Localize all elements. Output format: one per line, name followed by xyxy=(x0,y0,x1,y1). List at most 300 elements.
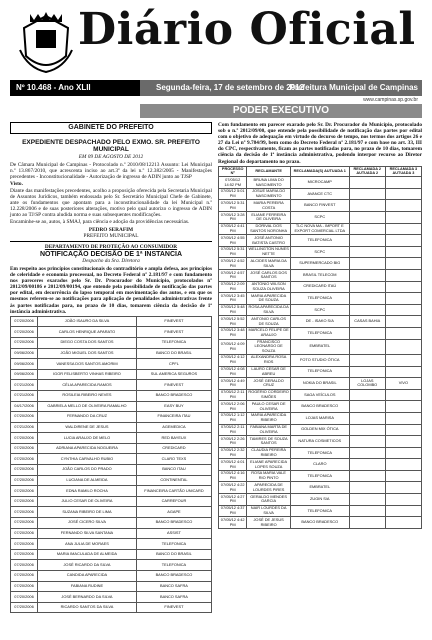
table-cell xyxy=(349,447,385,459)
table-cell: EDNA RAMILO ROCHA xyxy=(38,486,137,497)
table-row xyxy=(11,454,212,465)
right-intro: Com fundamento em parecer exarado pelo Sr. Dr. Procurador do Município, protocolado sob o n.º 2012/09/00, que entende pela possibilidade de notificação das partes por edital com o objetivo de adequação em virtude do decurso de tempo, nos termos dos artigos 26 e 27 da Lei nº 9.784/99, bem como do Decreto Federal nº 2.181/97 e com base no art. 33, III do CPC, respectivamente, ficam as partes notificadas para, no prazo de 10 dias, tomarem ciência da decisão de 1ª instância administrativa, podendo interpor recurso ao Diretor Regional do departamento no prazo. xyxy=(218,122,422,165)
table-row xyxy=(219,304,422,316)
table-cell xyxy=(385,327,421,339)
table-cell: FERNANDO SILVA SANTANA xyxy=(38,528,137,539)
cabinet-heading: GABINETE DO PREFEITO xyxy=(10,122,212,134)
table-cell xyxy=(349,270,385,282)
table-cell xyxy=(385,200,421,212)
table-cell: GOLDEN MIX ÓTICA xyxy=(290,424,349,436)
table-cell xyxy=(349,212,385,224)
decision-text: Diante das manifestações precedentes, acolho a proposição oferecida pela Secretaria Municipal de Assuntos Jurídicos, também endossada pelo Sr. Secretário Municipal Chefe de Gabinete, ante os fundamentos que apontam para a inconstitucionalidade da lei Municipal n.º 12.228/2006 e de suas posteriores alterações, motivo pelo qual autorizo o ingresso de ADIN junto ao TJ/SP contra aludida norma e suas subsequentes modificações. xyxy=(10,187,212,219)
table-cell: 07/20/2006 xyxy=(11,528,38,539)
table-cell: RICARDO SANTOS DA SILVA xyxy=(38,602,137,613)
table-cell: BANCO BRADESCO xyxy=(136,390,211,401)
table-cell xyxy=(385,482,421,494)
table-row xyxy=(219,412,422,424)
table-cell: 07/05/12 4:08 PM xyxy=(219,366,247,378)
table-cell: 07/05/12 2:09 PM xyxy=(219,281,247,293)
table-cell: DE - ISAKO S/A xyxy=(290,316,349,328)
table-cell xyxy=(349,470,385,482)
table-cell: SUL AMERICA SEGUROS xyxy=(136,369,211,380)
table-cell: MARIA PEREIRA COSTA xyxy=(247,200,290,212)
table-cell: FRANCISCO LEONARDO DE SOUZA xyxy=(247,339,290,354)
table-row xyxy=(219,327,422,339)
table-cell: MARIA APARECIDA RIBEIRO xyxy=(247,412,290,424)
table-cell xyxy=(349,258,385,270)
department-title: DEPARTAMENTO DE PROTEÇÃO AO CONSUMIDOR xyxy=(44,243,178,250)
table-cell: TELEFONICA xyxy=(290,366,349,378)
table-cell: TELEFONICA xyxy=(290,505,349,517)
table-cell: TELEFONICA xyxy=(290,447,349,459)
table-cell: VIVO xyxy=(385,378,421,390)
table-cell: 07/05/12 3:45 PM xyxy=(219,293,247,305)
signer-name: PEDRO SERAFIM xyxy=(88,226,134,233)
table-cell: ALEXANDRA ROSA RIOS xyxy=(247,354,290,366)
table-cell xyxy=(385,304,421,316)
publisher-name: Prefeitura Municipal de Campinas xyxy=(289,83,418,92)
table-cell: FINEVEST xyxy=(136,380,211,391)
table-cell: AGAPE xyxy=(136,507,211,518)
table-cell xyxy=(349,424,385,436)
table-cell: 07/20/2006 xyxy=(11,316,38,327)
table-cell: CLARO TEXS xyxy=(136,454,211,465)
table-cell: 04/17/2006 xyxy=(11,401,38,412)
table-cell xyxy=(349,293,385,305)
table-cell: APARECIDA DE LOURDES PIRES xyxy=(247,482,290,494)
table-cell: TLC NOVA MA - IMPORT E EXPORT COMERCIAL LTDA xyxy=(290,223,349,235)
table-cell: FABIANA MARTA DE OLIVEIRA xyxy=(247,424,290,436)
table-cell: JOSÉ CICERO SILVA xyxy=(38,518,137,529)
table-cell xyxy=(385,281,421,293)
table-cell: CASAS BAHIA xyxy=(349,316,385,328)
table-cell: 07/05/12 4:57 PM xyxy=(219,270,247,282)
table-row xyxy=(11,337,212,348)
table-cell xyxy=(385,505,421,517)
table-cell: 07/05/12 4:22 PM xyxy=(219,482,247,494)
table-row xyxy=(219,354,422,366)
table-row xyxy=(219,366,422,378)
table-row xyxy=(11,348,212,359)
table-row xyxy=(219,339,422,354)
table-cell: 07/05/12 4:41 PM xyxy=(219,223,247,235)
table-cell: BANCO BRADESCO xyxy=(290,401,349,413)
table-row xyxy=(219,482,422,494)
table-cell: 07/20/2006 xyxy=(11,475,38,486)
table-cell: 07/20/2006 xyxy=(11,571,38,582)
table-row xyxy=(219,459,422,471)
table-cell: BANCO SAFRA xyxy=(136,581,211,592)
table-cell xyxy=(349,304,385,316)
table-cell: BANCO ITAU xyxy=(136,465,211,476)
table-row xyxy=(219,188,422,200)
section-title: PODER EXECUTIVO xyxy=(140,104,422,118)
table-cell: FINANCEIRA CARTÃO UNICARD xyxy=(136,486,211,497)
table-cell xyxy=(385,366,421,378)
table-header: RECLAMANTE xyxy=(247,166,290,177)
table-cell xyxy=(385,258,421,270)
table-cell: TELEFONICA xyxy=(290,235,349,247)
table-cell: JOSÉ ANTONIO BATISTA CASTRO xyxy=(247,235,290,247)
table-row xyxy=(11,496,212,507)
newspaper-title: Diário Oficial xyxy=(78,4,416,55)
table-cell: IGOR FELISBERTO VINHAS RIBEIRO xyxy=(38,369,137,380)
table-row xyxy=(11,316,212,327)
table-cell: TELEFONICA xyxy=(290,293,349,305)
table-cell: ELIANE APARECIDA LOPES SOUZA xyxy=(247,459,290,471)
table-cell: ALCIDES MARIA DA SILVA xyxy=(247,258,290,270)
table-row xyxy=(219,316,422,328)
table-cell: 07/20/2006 xyxy=(11,327,38,338)
table-row xyxy=(219,378,422,390)
table-cell: 07/05/12 14:52 PM xyxy=(219,177,247,189)
table-cell xyxy=(349,517,385,529)
table-cell: ELIANE FERREIRA DE OLIVEIRA xyxy=(247,212,290,224)
website: www.campinas.sp.gov.br xyxy=(363,97,418,103)
table-cell: FINEVEST xyxy=(136,316,211,327)
table-row xyxy=(11,412,212,423)
table-row xyxy=(219,246,422,258)
table-cell: 07/05/12 2:06 PM xyxy=(219,401,247,413)
table-cell xyxy=(349,505,385,517)
table-cell: CÉLIA APARECIDA RAMOS xyxy=(38,380,137,391)
table-cell: CREDICARD xyxy=(136,443,211,454)
table-cell: ROSA APARECIDA DA SILVA xyxy=(248,304,289,315)
table-cell: MARIA APARECIDA DE SOUZA xyxy=(247,293,290,305)
table-cell: MARCELO FELIPE DE ARAUJO xyxy=(248,327,289,338)
table-cell: TELEFONICA xyxy=(136,337,211,348)
table-row xyxy=(11,327,212,338)
table-row xyxy=(219,505,422,517)
table-cell: PAULO CESAR DE OLIVEIRA xyxy=(247,401,290,413)
notice-subtitle: Despacho da Sra. Diretora xyxy=(82,257,140,264)
table-cell: JOSÉ GERALDO CRUZ xyxy=(247,378,290,390)
table-cell: BRUNA LIMA DO NASCIMENTO xyxy=(247,177,290,189)
table-row xyxy=(11,518,212,529)
table-cell: BANCO BRADESCO xyxy=(136,571,211,582)
table-cell: 09/06/2006 xyxy=(11,359,38,370)
table-cell: 07/05/12 4:12 PM xyxy=(219,354,247,366)
table-cell xyxy=(385,270,421,282)
table-cell: 07/21/2006 xyxy=(11,390,38,401)
table-cell: JOSUE MARIA DO NASCIMENTO xyxy=(247,188,290,200)
table-cell: 07/05/12 4:27 PM xyxy=(219,494,247,506)
right-column xyxy=(218,122,422,529)
table-cell: DORIVAL DOS SANTOS NORONHA xyxy=(247,223,290,235)
table-cell: 07/20/2006 xyxy=(11,486,38,497)
table-cell: WELLINGTON NUNES NETTE xyxy=(248,246,289,257)
table-row xyxy=(219,517,422,529)
table-row xyxy=(219,270,422,282)
table-row xyxy=(219,401,422,413)
table-cell xyxy=(385,354,421,366)
table-row xyxy=(11,571,212,582)
table-cell: SUPERMERCADO BIG xyxy=(290,258,349,270)
table-cell xyxy=(349,223,385,235)
table-cell: 07/05/12 5:31 PM xyxy=(219,246,247,258)
table-cell xyxy=(349,482,385,494)
table-row xyxy=(11,592,212,603)
table-row xyxy=(219,177,422,189)
table-header: RECLAMADA 2 AUTUADA 2 xyxy=(349,166,385,177)
table-row xyxy=(11,401,212,412)
table-cell xyxy=(385,293,421,305)
table-cell: BANCO DO BRASIL xyxy=(136,549,211,560)
table-cell: 07/05/12 3:28 PM xyxy=(219,212,247,224)
table-row xyxy=(11,369,212,380)
table-cell: 07/20/2006 xyxy=(11,337,38,348)
table-cell: SUZANA RIBEIRO DE LIMA xyxy=(38,507,137,518)
table-cell: 07/05/12 4:52 PM xyxy=(219,258,247,270)
table-cell: JULIO CESAR DE OLIVEIRA xyxy=(38,496,137,507)
table-cell: MICROCAMP xyxy=(290,177,349,189)
table-row xyxy=(11,390,212,401)
table-cell: JOSÉ CARLOS DOS SANTOS xyxy=(247,270,290,282)
table-cell xyxy=(349,459,385,471)
table-cell: ZUGIN S/A xyxy=(290,494,349,506)
table-cell: SCPC xyxy=(290,246,349,258)
table-cell xyxy=(385,177,421,189)
table-cell xyxy=(385,339,421,354)
table-cell xyxy=(385,459,421,471)
table-header: RECLAMADA 3 AUTUADA 3 xyxy=(385,166,421,177)
table-cell: BRASIL TELECOM xyxy=(290,270,349,282)
issue-number: Nº 10.468 - Ano XLII xyxy=(16,83,91,92)
table-cell: 07/20/2006 xyxy=(11,465,38,476)
left-column xyxy=(10,122,212,613)
table-cell xyxy=(385,494,421,506)
table-cell: CANDIDA APARECIDA xyxy=(38,571,137,582)
table-cell: TAMIRES DE SOUZA SANTOS xyxy=(247,436,290,448)
dispatch-date: EM 09 DE AGOSTO DE 2012 xyxy=(78,153,144,160)
table-row xyxy=(219,424,422,436)
table-row xyxy=(11,602,212,613)
table-cell: WALDIRENE DE JESUS xyxy=(38,422,137,433)
forward-text: Encaminhe-se ao, autos, à SMAJ, para ciência e adoção da providências necessárias. xyxy=(10,219,190,226)
table-cell: ANA JULIA DE MORAES xyxy=(38,539,137,550)
table-cell xyxy=(349,494,385,506)
table-cell: TELEFONICA xyxy=(290,470,349,482)
table-row xyxy=(11,359,212,370)
table-cell: 07/20/2006 xyxy=(11,549,38,560)
table-cell: AGEMEDICA xyxy=(136,422,211,433)
notice-title: NOTIFICAÇÃO DECISÃO DE 1ª INSTANCIA xyxy=(39,250,183,258)
table-cell: GABRIELA MELLO DE OLIVEIRA RAMALHO xyxy=(38,401,137,412)
table-cell: 07/05/12 4:09 PM xyxy=(219,339,247,354)
table-cell: 07/05/12 2:32 PM xyxy=(219,447,247,459)
table-cell: JOÃO CARLOS DO PRADO xyxy=(38,465,137,476)
table-cell xyxy=(385,212,421,224)
city-crest-icon xyxy=(16,10,76,76)
table-cell xyxy=(385,401,421,413)
table-row xyxy=(219,200,422,212)
table-cell: NATURA COSMETICOS xyxy=(290,436,349,448)
table-cell: 07/20/2006 xyxy=(11,560,38,571)
table-cell: 07/05/12 4:01 PM xyxy=(219,459,247,471)
seen-label: Visto. xyxy=(10,180,23,187)
table-cell: 07/05/12 5:48 PM xyxy=(219,304,247,316)
table-cell: 07/05/12 5:01 PM xyxy=(219,188,247,200)
table-cell: EMBRATEL xyxy=(290,482,349,494)
table-row xyxy=(219,293,422,305)
table-row xyxy=(11,549,212,560)
table-cell: ROSA MARIA VALE RIO PINTO xyxy=(247,470,290,482)
table-cell xyxy=(385,517,421,529)
table-row xyxy=(11,443,212,454)
table-cell: 07/05/12 4:37 PM xyxy=(219,505,247,517)
table-cell: BANCO DO BRASIL xyxy=(136,348,211,359)
table-cell: 07/05/12 4:16 PM xyxy=(219,470,247,482)
table-cell: SCPC xyxy=(290,304,349,316)
table-row xyxy=(219,235,422,247)
table-cell xyxy=(385,412,421,424)
table-cell: 07/05/12 2:11 PM xyxy=(219,389,247,401)
table-cell xyxy=(385,424,421,436)
table-header: RECLAMADA(S) AUTUADA 1 xyxy=(290,166,349,177)
table-cell: GERALDO MENDES GARCIA xyxy=(247,494,290,506)
table-cell: AVANCE CTC xyxy=(290,188,349,200)
table-cell: LUCIANA DE ALMEIDA xyxy=(38,475,137,486)
table-cell: 07/05/12 5:52 PM xyxy=(219,316,247,328)
table-cell: JOSÉ DE JESUS RIBEIRO xyxy=(247,517,290,529)
table-cell xyxy=(385,447,421,459)
table-cell: FOTO STUDIO ÓTICA xyxy=(290,354,349,366)
table-cell: 07/20/2006 xyxy=(11,507,38,518)
signer-role: PREFEITO MUNICIPAL xyxy=(83,232,139,239)
table-cell xyxy=(349,188,385,200)
table-cell: LUCIA ARAUJO DE MELO xyxy=(38,433,137,444)
table-cell: MARIA IMACULADA DE ALMEIDA xyxy=(38,549,137,560)
table-cell: EMBRATEL xyxy=(290,339,349,354)
table-cell: 07/05/12 2:11 PM xyxy=(219,424,247,436)
table-row xyxy=(219,470,422,482)
table-row xyxy=(11,380,212,391)
table-cell: CLARO xyxy=(290,459,349,471)
notice-text: Em respeito aos princípios constitucionais do contraditório e ampla defesa, aos princípios de celeridade e economia processual, no Decreto Federal nº 2.181/97 e com fundamento nos pareceres exarados pelo Sr. Dr. Procurador do Município, protocolados nº 2012/09/00186 e 2012/09/00194, que entende pela possibilidade de notificação das partes por edital, em decorrência do lapso temporal em movimentação dos autos, e em que os mesmos referem-se ao notificações para aplicação de penalidades administrativas frente às partes notificadas para, no prazo de 10 dias, tomarem ciência da decisão de 1ª instância administrativa. xyxy=(10,266,212,315)
table-cell xyxy=(349,327,385,339)
table-cell: 07/05/12 4:55 PM xyxy=(219,235,247,247)
table-cell: 07/20/2006 xyxy=(11,602,38,613)
issue-date: Segunda-feira, 17 de setembro de 2012 xyxy=(156,83,305,92)
table-cell xyxy=(385,316,421,328)
table-cell: 07/20/2006 xyxy=(11,539,38,550)
table-row xyxy=(219,447,422,459)
left-table xyxy=(10,316,212,614)
table-cell: 07/20/2006 xyxy=(11,433,38,444)
table-row xyxy=(219,281,422,293)
table-cell: 07/05/12 2:26 PM xyxy=(219,436,247,448)
table-cell: 07/21/2006 xyxy=(11,422,38,433)
table-cell: ANTONIO WILSON SOUZA OLIVEIRA xyxy=(247,281,290,293)
table-row xyxy=(11,507,212,518)
table-cell: 07/20/2006 xyxy=(11,581,38,592)
table-row xyxy=(219,494,422,506)
table-cell: 07/21/2006 xyxy=(11,380,38,391)
table-cell: 07/20/2006 xyxy=(11,518,38,529)
table-cell: CARREFOUR xyxy=(136,496,211,507)
table-cell xyxy=(385,246,421,258)
table-cell: FINANCEIRA ITAU xyxy=(136,412,211,423)
table-cell: FABIANA RUDINE xyxy=(38,581,137,592)
table-cell xyxy=(349,281,385,293)
table-cell: JOSÉ RICARDO DA SILVA xyxy=(38,560,137,571)
table-cell: BANCO SAFRA xyxy=(136,592,211,603)
table-row xyxy=(11,433,212,444)
table-cell xyxy=(349,235,385,247)
table-cell: BANCO BRADESCO xyxy=(290,517,349,529)
dispatch-text: De Câmara Municipal de Campinas - Protocolado n.º 2010/08/12213 Assunto: Lei Municipal n.º 13.867/2010, que acrescenta inciso ao art.3º da lei n.º 12.382/2005 - Manifestações precedentes - Inconstitucionalidade - Autorização de ingresso de ADIN junto ao TJSP xyxy=(10,161,212,180)
table-cell: 07/20/2006 xyxy=(11,443,38,454)
table-cell: 07/05/12 4:49 PM xyxy=(219,378,247,390)
table-cell: ANTONIO CARLOS DE SOUZA xyxy=(247,316,290,328)
table-cell xyxy=(349,200,385,212)
table-cell: TELEFONICA xyxy=(136,560,211,571)
table-row xyxy=(11,475,212,486)
table-cell: NOKIA DO BRASIL xyxy=(290,378,349,390)
table-cell xyxy=(385,235,421,247)
table-cell xyxy=(349,354,385,366)
table-cell xyxy=(385,223,421,235)
table-cell: 07/05/12 5:31 PM xyxy=(219,200,247,212)
table-cell xyxy=(385,188,421,200)
table-row xyxy=(11,465,212,476)
table-cell: ADRIANA APARECIDA NOGUEIRA xyxy=(38,443,137,454)
table-cell: SAGA VEÍCULOS xyxy=(290,389,349,401)
table-row xyxy=(219,436,422,448)
table-row xyxy=(11,422,212,433)
table-cell: VANESSA DOS SANTOS AMORIM xyxy=(38,359,137,370)
table-cell: RED BAYEUX xyxy=(136,433,211,444)
table-cell: 09/06/2006 xyxy=(11,369,38,380)
table-cell: BANCO FINVEST xyxy=(290,200,349,212)
table-cell: FERNANDO DA CRUZ xyxy=(38,412,137,423)
table-cell: SCPC xyxy=(290,212,349,224)
table-cell: ROGÉRIO CORDEIRO SIMÕES xyxy=(248,389,289,400)
table-cell: CYNTHIA CARVALHO RUBIO xyxy=(38,454,137,465)
table-cell xyxy=(349,401,385,413)
table-cell xyxy=(349,366,385,378)
table-cell xyxy=(385,389,421,401)
table-cell: FINEVEST xyxy=(136,602,211,613)
table-cell: CONTINENTAL xyxy=(136,475,211,486)
table-header: PROCESSO Nº xyxy=(219,166,247,177)
table-cell: CARLOS HENRIQUE APARATO xyxy=(38,327,137,338)
table-row xyxy=(219,389,422,401)
table-cell xyxy=(349,339,385,354)
table-cell xyxy=(349,436,385,448)
table-cell: 07/20/2006 xyxy=(11,454,38,465)
table-cell xyxy=(349,177,385,189)
table-row xyxy=(11,486,212,497)
table-cell: 07/05/12 3:48 PM xyxy=(219,327,247,339)
table-cell: LOJAS COLOMBO xyxy=(349,378,385,390)
table-cell: 07/20/2006 xyxy=(11,592,38,603)
table-row xyxy=(11,539,212,550)
table-cell: BANCO BRADESCO xyxy=(136,518,211,529)
table-cell xyxy=(349,246,385,258)
table-row xyxy=(219,258,422,270)
table-cell: LOJAS MARISA xyxy=(290,412,349,424)
table-cell: TELEFONICA xyxy=(136,539,211,550)
table-cell xyxy=(385,436,421,448)
table-row xyxy=(11,528,212,539)
table-cell xyxy=(349,412,385,424)
table-cell: NAIR LOURDES DA SILVA xyxy=(247,505,290,517)
table-cell: DIEGO COSTA DOS SANTOS xyxy=(38,337,137,348)
issue-bar xyxy=(10,80,422,96)
table-cell: LAURO CESAR DE ABREU xyxy=(247,366,290,378)
table-cell: CREDICARD ITAÚ xyxy=(290,281,349,293)
